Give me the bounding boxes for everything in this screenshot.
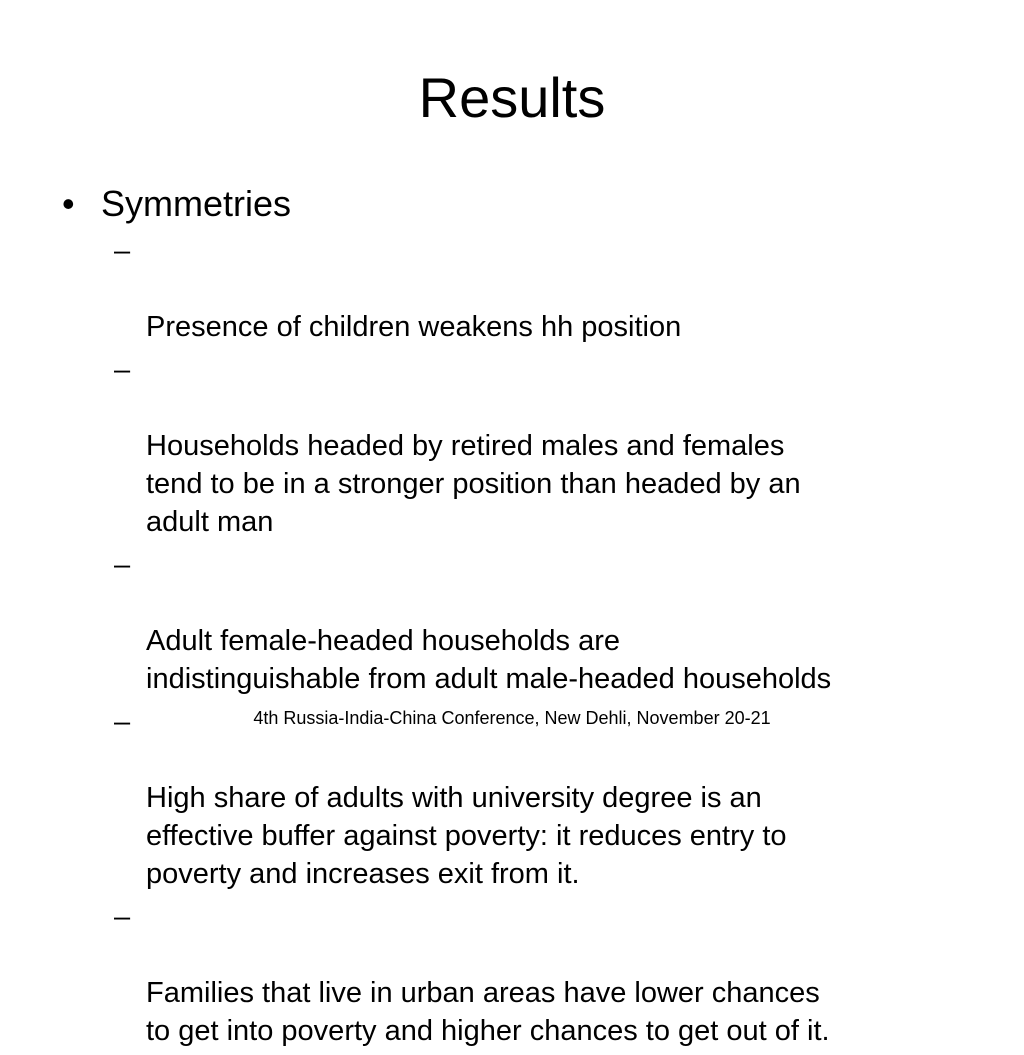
sub-bullet-marker: – bbox=[114, 235, 131, 267]
sub-bullet-text: Presence of children weakens hh position bbox=[146, 311, 682, 343]
sub-bullet-marker: – bbox=[114, 549, 131, 581]
sub-bullet-text: Households headed by retired males and females tend to be in a stronger position than headed by an adult man bbox=[146, 430, 801, 538]
sub-bullet-text: High share of adults with university degree is an effective buffer against poverty: it reduces entry to poverty and increases exit from it. bbox=[146, 782, 787, 890]
sub-bullet-item bbox=[114, 546, 974, 698]
sub-bullet-text: Families that live in urban areas have lower chances to get into poverty and higher chances to get out of it. bbox=[146, 977, 830, 1047]
sub-bullet-item bbox=[114, 351, 974, 541]
slide-title: Results bbox=[418, 66, 606, 129]
bullet-text: Symmetries bbox=[101, 183, 292, 224]
sub-bullet-text: Adult female-headed households are indistinguishable from adult male-headed households bbox=[146, 625, 832, 695]
sub-bullet-item bbox=[114, 703, 974, 893]
sub-bullet-marker: – bbox=[114, 354, 131, 386]
bullet-marker: • bbox=[62, 183, 75, 224]
sub-bullet-item bbox=[114, 232, 974, 346]
sub-bullet-item bbox=[114, 898, 974, 1050]
sub-bullet-list bbox=[114, 232, 974, 1055]
slide-footer: 4th Russia-India-China Conference, New Dehli, November 20-21 bbox=[253, 708, 771, 728]
sub-bullet-marker: – bbox=[114, 706, 131, 738]
sub-bullet-marker: – bbox=[114, 901, 131, 933]
